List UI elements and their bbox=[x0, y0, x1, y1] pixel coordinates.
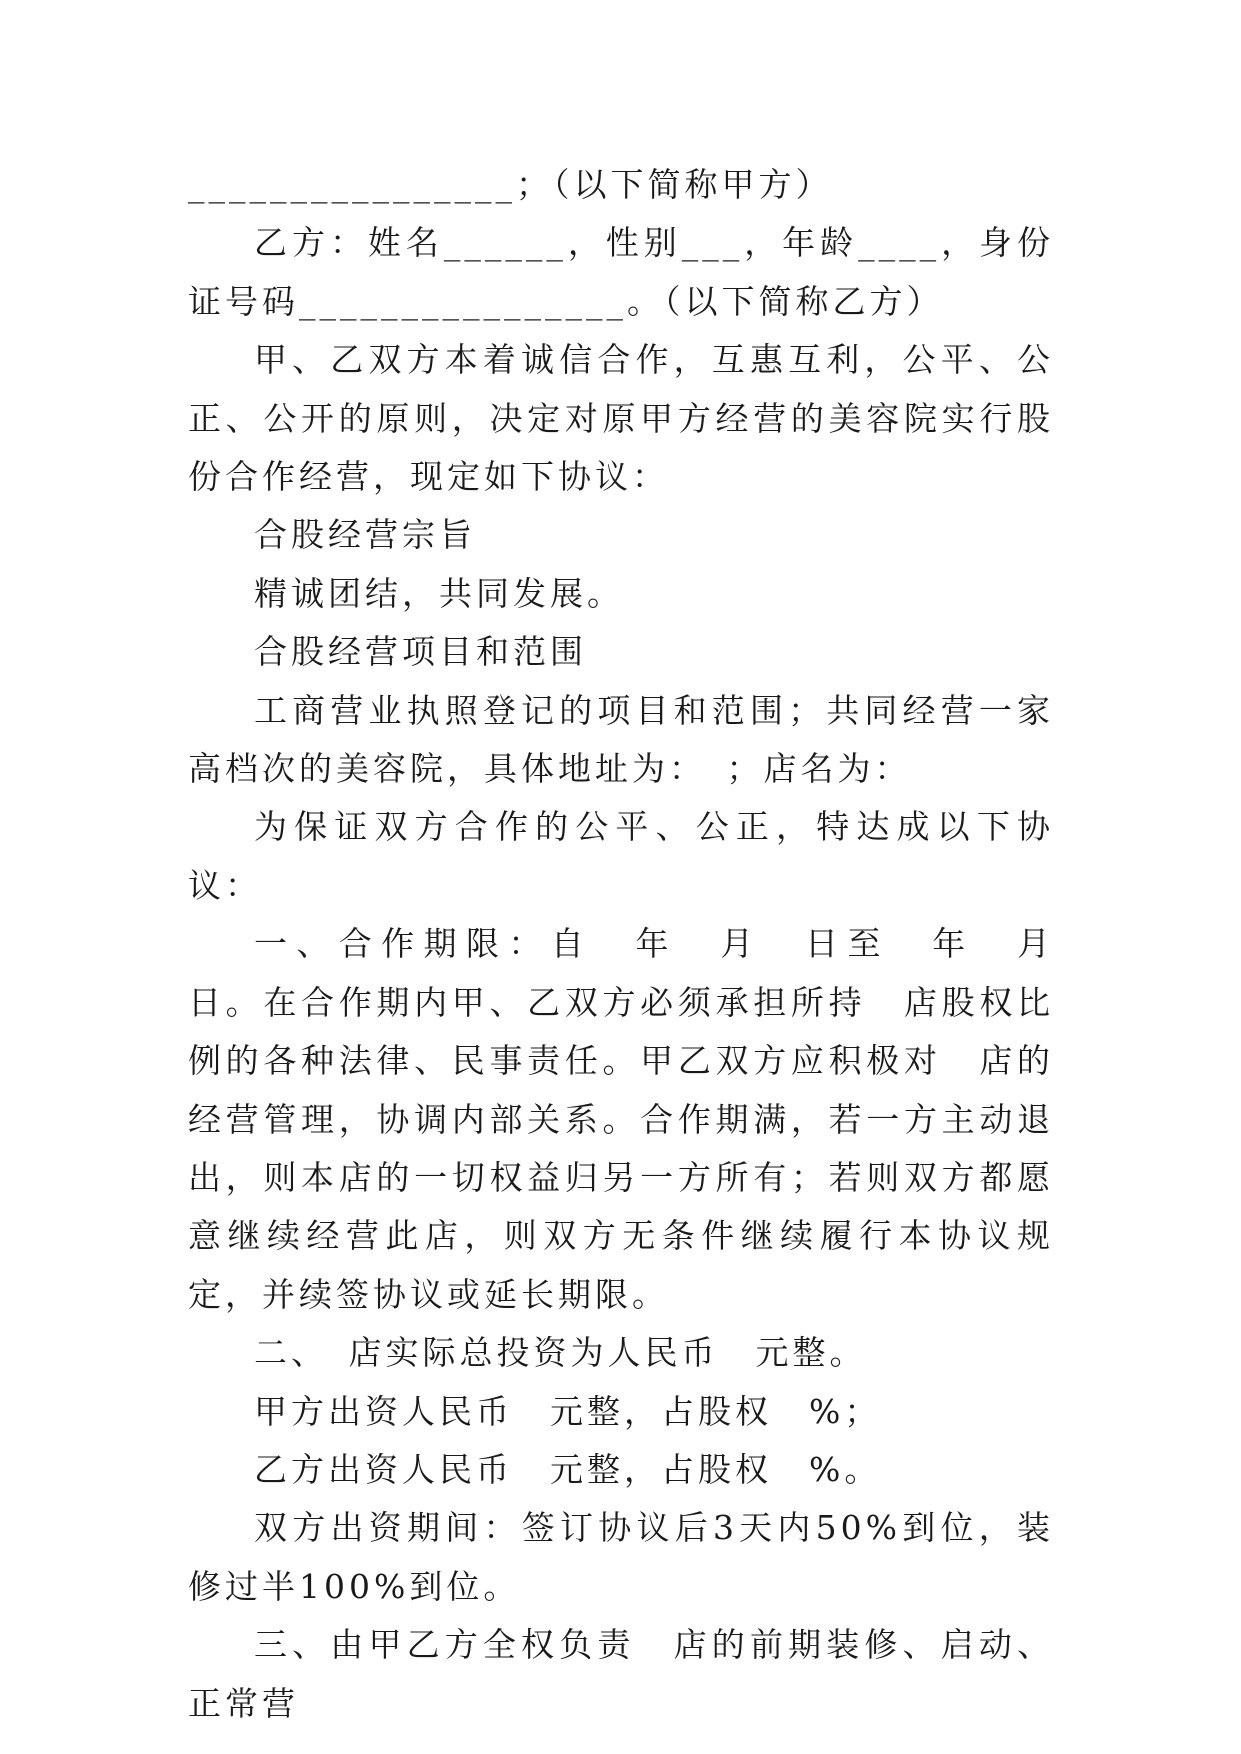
paragraph-party-a-investment: 甲方出资人民币 元整，占股权 %； bbox=[254, 1391, 882, 1431]
document-body bbox=[188, 156, 1091, 1733]
paragraph-business-scope: 工商营业执照登记的项目和范围；共同经营一家高档次的美容院，具体地址为： ；店名为： bbox=[188, 690, 1054, 789]
heading-business-purpose: 合股经营宗旨 bbox=[254, 515, 476, 555]
paragraph-party-b-investment: 乙方出资人民币 元整，占股权 %。 bbox=[254, 1449, 882, 1489]
paragraph-agreement-intro: 为保证双方合作的公平、公正，特达成以下协议： bbox=[188, 807, 1054, 905]
paragraph-investment-schedule: 双方出资期间：签订协议后3天内50%到位，装修过半100%到位。 bbox=[188, 1508, 1054, 1606]
clause-3-responsibility: 三、由甲乙方全权负责 店的前期装修、启动、正常营 bbox=[188, 1625, 1054, 1723]
heading-business-scope: 合股经营项目和范围 bbox=[254, 632, 587, 672]
paragraph-party-a-id-blank: ________________；（以下简称甲方） bbox=[188, 165, 833, 204]
paragraph-party-b-info: 乙方：姓名______，性别___，年龄____，身份证号码________________。（以下简称乙方） bbox=[188, 223, 1054, 321]
clause-2-total-investment: 二、 店实际总投资为人民币 元整。 bbox=[254, 1333, 867, 1373]
clause-1-cooperation-term: 一、合作期限：自 年 月 日至 年 月 日。在合作期内甲、乙双方必须承担所持 店股权比例的各种法律、民事责任。甲乙双方应积极对 店的经营管理，协调内部关系。合作期满，若一方主动退出，则本店的一切权益归另一方所有；若则双方都愿意继续经营此店，则双方无条件继续履行本协议规定，并续签协议或延长期限。 bbox=[188, 924, 1091, 1314]
paragraph-business-purpose: 精诚团结，共同发展。 bbox=[254, 573, 624, 613]
paragraph-preamble: 甲、乙双方本着诚信合作，互惠互利，公平、公正、公开的原则，决定对原甲方经营的美容院实行股份合作经营，现定如下协议： bbox=[188, 340, 1054, 497]
